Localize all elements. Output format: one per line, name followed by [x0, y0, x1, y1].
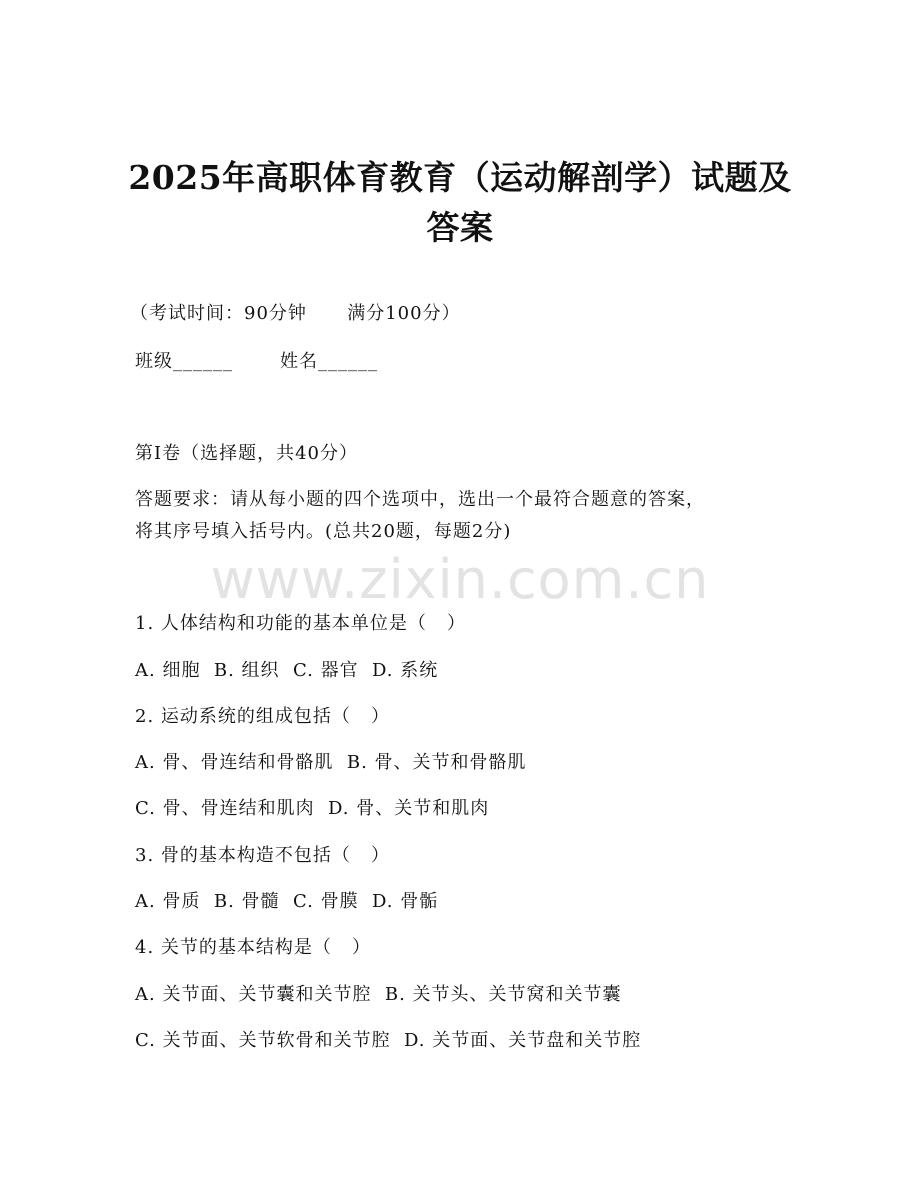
document-title-line-1: 2025年高职体育教育（运动解剖学）试题及 — [128, 158, 792, 197]
question-stem: 1. 人体结构和功能的基本单位是（ ） — [135, 613, 467, 634]
question-stem: 3. 骨的基本构造不包括（ ） — [135, 845, 391, 866]
question-options: A. 细胞 B. 组织 C. 器官 D. 系统 — [135, 660, 439, 681]
question-options: A. 骨质 B. 骨髓 C. 骨膜 D. 骨骺 — [135, 891, 439, 912]
watermark: www.zixin.com.cn — [210, 548, 710, 611]
exam-info: （考试时间：90分钟 满分100分） — [130, 303, 461, 324]
question-options: A. 关节面、关节囊和关节腔 B. 关节头、关节窝和关节囊 — [135, 984, 622, 1005]
question-options: C. 骨、骨连结和肌肉 D. 骨、关节和肌肉 — [135, 798, 490, 819]
document-title-line-2: 答案 — [426, 208, 494, 247]
instructions-line-2: 将其序号填入括号内。(总共20题，每题2分) — [135, 521, 512, 542]
class-name-line: 班级______ 姓名______ — [135, 351, 379, 372]
question-stem: 2. 运动系统的组成包括（ ） — [135, 706, 391, 727]
section-title: 第I卷（选择题，共40分） — [135, 443, 359, 464]
instructions-line-1: 答题要求：请从每小题的四个选项中，选出一个最符合题意的答案， — [135, 489, 705, 510]
question-options: C. 关节面、关节软骨和关节腔 D. 关节面、关节盘和关节腔 — [135, 1030, 642, 1051]
question-stem: 4. 关节的基本结构是（ ） — [135, 937, 372, 958]
question-options: A. 骨、骨连结和骨骼肌 B. 骨、关节和骨骼肌 — [135, 752, 527, 773]
